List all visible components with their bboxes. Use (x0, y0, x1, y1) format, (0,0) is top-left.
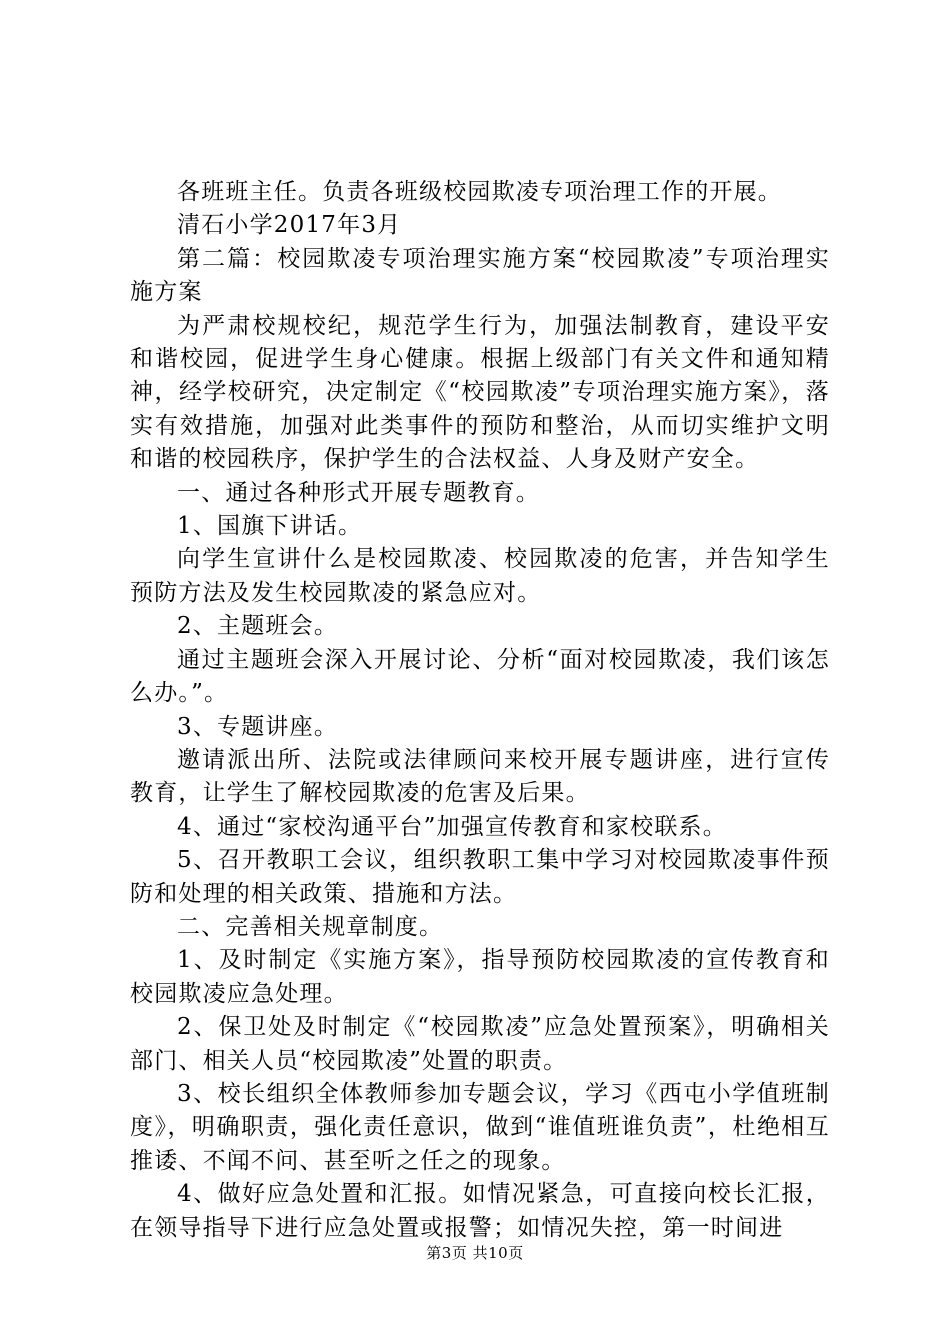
item-theme-meeting: 2、主题班会。 (177, 613, 339, 640)
item-flag-speech: 1、国旗下讲话。 (177, 513, 363, 540)
paragraph-theme-meeting: 通过主题班会深入开展讨论、分析“面对校园欺凌，我们该怎么办。”。 (130, 646, 830, 707)
item-staff-meeting: 5、召开教职工会议，组织教职工集中学习对校园欺凌事件预防和处理的相关政策、措施和方法。 (130, 847, 830, 907)
paragraph-school-date: 清石小学2017年3月 (177, 212, 402, 239)
item-plan: 1、及时制定《实施方案》，指导预防校园欺凌的宣传教育和校园欺凌应急处理。 (130, 947, 830, 1007)
heading-part-one: 一、通过各种形式开展专题教育。 (177, 479, 540, 506)
paragraph-lecture: 邀请派出所、法院或法律顾问来校开展专题讲座，进行宣传教育，让学生了解校园欺凌的危害及后果。 (130, 746, 830, 807)
item-security-plan: 2、保卫处及时制定《“校园欺凌”应急处置预案》，明确相关部门、相关人员“校园欺凌”处置的职责。 (130, 1014, 830, 1074)
item-emergency: 4、做好应急处置和汇报。如情况紧急，可直接向校长汇报，在领导指导下进行应急处置或报警；如情况失控，第一时间进 (130, 1181, 830, 1241)
paragraph-intro: 为严肃校规校纪，规范学生行为，加强法制教育，建设平安和谐校园，促进学生身心健康。根据上级部门有关文件和通知精神，经学校研究，决定制定《“校园欺凌”专项治理实施方案》，落实有效措施，加强对此类事件的预防和整治，从而切实维护文明和谐的校园秩序，保护学生的合法权益、人身及财产安全。 (130, 312, 830, 473)
item-home-school: 4、通过“家校沟通平台”加强宣传教育和家校联系。 (177, 813, 727, 840)
item-lecture: 3、专题讲座。 (177, 713, 339, 740)
paragraph-class-teacher: 各班班主任。负责各班级校园欺凌专项治理工作的开展。 (177, 179, 782, 205)
section-title: 第二篇：校园欺凌专项治理实施方案“校园欺凌”专项治理实施方案 (130, 245, 830, 306)
item-duty-system: 3、校长组织全体教师参加专题会议，学习《西屯小学值班制度》，明确职责，强化责任意识，做到“谁值班谁负责”，杜绝相互推诿、不闻不问、甚至听之任之的现象。 (130, 1080, 830, 1174)
heading-part-two: 二、完善相关规章制度。 (177, 913, 444, 940)
paragraph-flag-speech: 向学生宣讲什么是校园欺凌、校园欺凌的危害，并告知学生预防方法及发生校园欺凌的紧急应对。 (130, 546, 830, 606)
document-body (130, 176, 830, 1245)
page-number-footer: 第3页 共10页 (426, 1244, 524, 1262)
